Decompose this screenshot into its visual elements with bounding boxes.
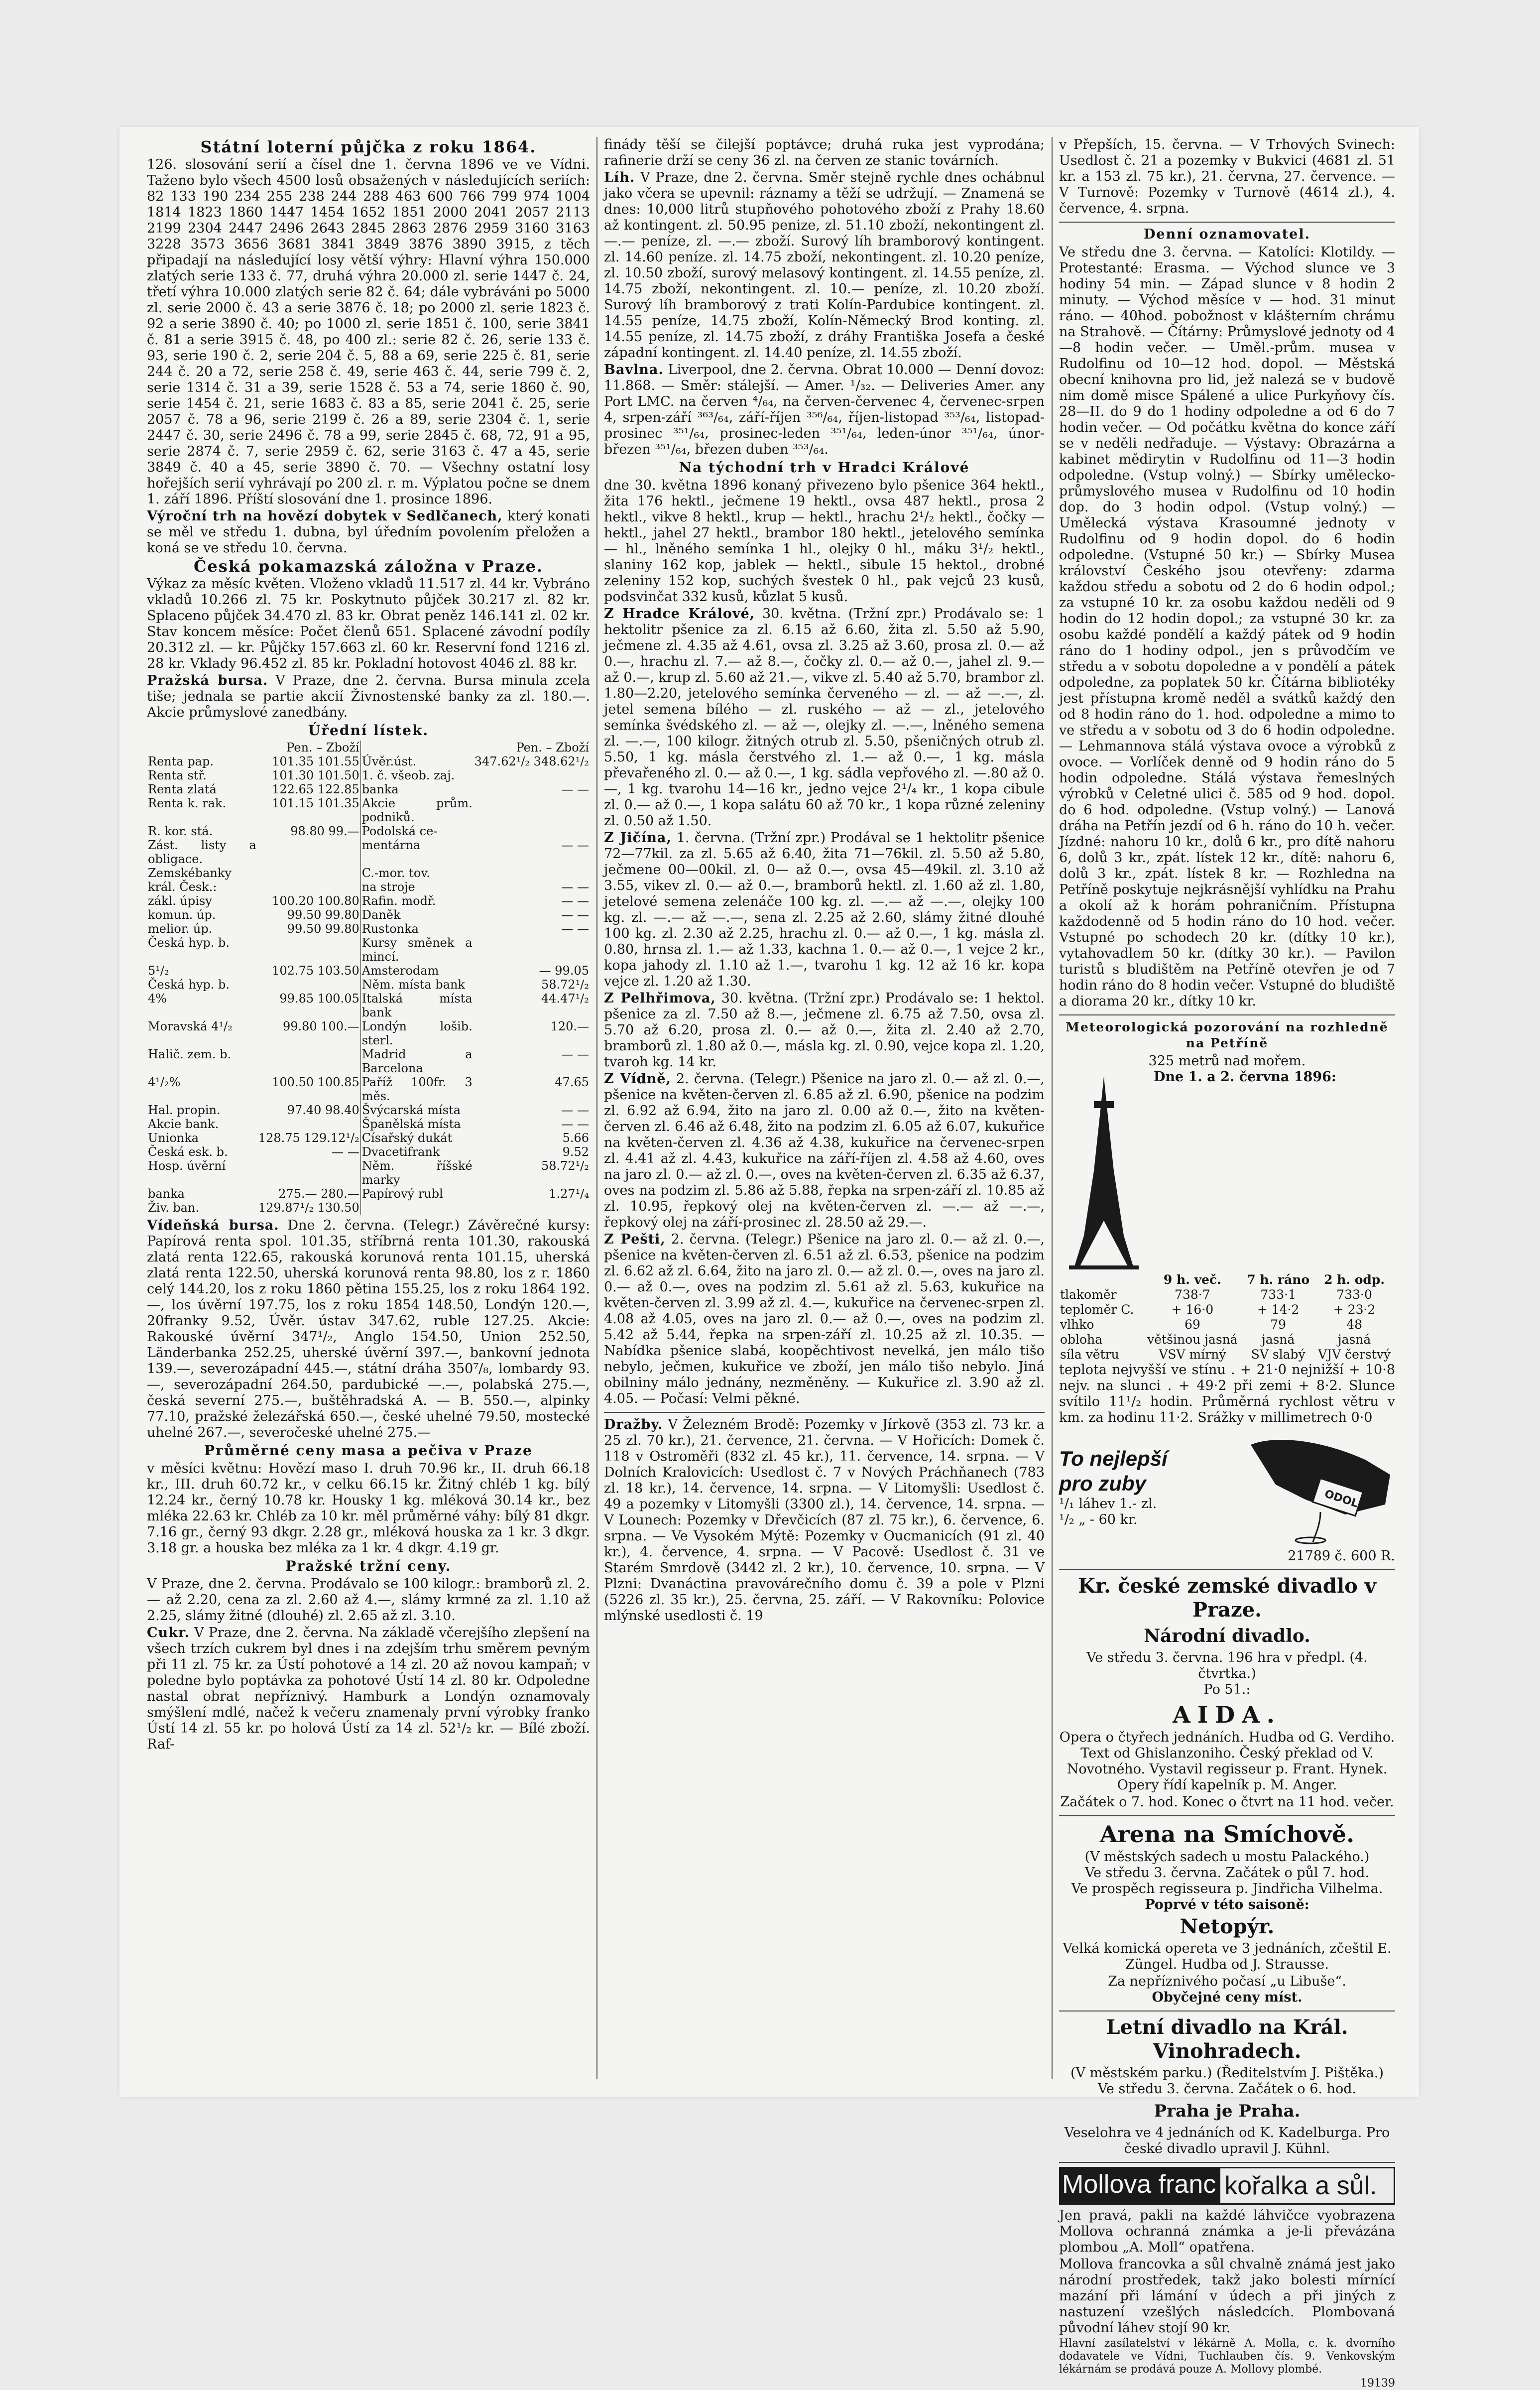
list-item-value	[257, 866, 360, 880]
mollova-footer: Hlavní zasílatelství v lékárně A. Molla, c. k. dvorního dodavatele ve Vídni, Tuchlauben čís. 9. Venkovským lékárnám se prodává pouze A. Mollovy plombé.	[1059, 2337, 1395, 2376]
list-item-name: 4¹/₂%	[148, 1075, 181, 1089]
official-list-heading: Úřední lístek.	[308, 722, 429, 739]
hradec-market-text: dne 30. května 1896 konaný přivezeno bylo pšenice 364 hektl., žita 176 hektl., ječmene 19 hektl., ovsa 487 hektl., prosa 2 hektl., vikve 8 hektl., krup — hektl., hrachu 2¹/₂ hektl., čočky — hektl., jahel 27 hektl., brambor 180 hektl., jetelového semínka — hl., lněného semínka 1 hl., olejky 0 hl., máku 3¹/₂ hektl., slaniny 162 kop, jablek — hektl., sibule 15 hektol., drobné zeleniny 152 kop, suchých švestek 0 hl., pak vejců 23 kusů, podsvinčat 332 kusů, kůzlat 5 kusů.	[604, 478, 1045, 605]
meteo-row-label: vlhko	[1060, 1317, 1094, 1332]
theatre-heading: Kr. české zemské divadlo v Praze.	[1078, 1574, 1376, 1622]
list-item-value	[257, 880, 360, 894]
list-item-value	[257, 1159, 360, 1187]
odol-advert	[1059, 1430, 1395, 1544]
list-item-value	[474, 936, 590, 964]
list-item-value: 1.27¹/₄	[549, 1187, 589, 1201]
list-item-value: 120.—	[550, 1019, 589, 1033]
divider	[1059, 2011, 1395, 2012]
divider	[1059, 1014, 1395, 1015]
list-item-name: Španělská místa	[360, 1117, 474, 1131]
lottery-heading: Státní loterní půjčka z roku 1864.	[200, 137, 537, 156]
list-item-name: Podolská ce-	[360, 824, 474, 838]
official-list-table	[147, 741, 590, 1215]
petrin-tower-illustration	[1059, 1071, 1149, 1270]
list-item-value: 99.50 99.80	[287, 922, 359, 936]
list-item-value: — —	[561, 1103, 589, 1117]
meteo-row-label: obloha	[1060, 1332, 1103, 1347]
meteo-date: Dne 1. a 2. června 1896:	[1154, 1069, 1336, 1085]
table-row	[147, 838, 590, 866]
vienna-exchange-text: Dne 2. června. (Telegr.) Závěrečné kursy: Papírová renta spol. 101.35, stříbrná renta 101.30, rakouská zlatá renta 122.65, rakouská korunová renta 101.15, uherská zlatá renta 122.50, uherská korunová renta 98.80, los z r. 1860 celý 144.20, los z roku 1860 pětina 155.25, los z roku 1864 192.—, los úvěrní 197.75, los z roku 1854 148.50, Londýn 120.—, 20franky 9.52, Úvěr. ústav 347.62, ruble 127.25. Akcie: Rakouské úvěrní 347¹/₂, Anglo 154.50, Union 252.50, Länderbanka 252.25, uherské úvěrní 397.—, bankovní jednota 139.—, severozápadní 445.—, státní dráha 350⁷/₈, lombardy 93.—, severozápadní 264.50, pardubické —.—, polabská 275.—, česká severní 275.—, buštěhradská A. — B. 550.—, alpinky 77.10, pražské železářská 650.—, české uhelné 79.50, mostecké uhelné 267.—, severočeské uhelné 275.—	[147, 1218, 590, 1440]
meteo-value: jasná	[1337, 1332, 1371, 1347]
vinohrady-show-title: Praha je Praha.	[1154, 2101, 1301, 2121]
divider	[604, 1412, 1045, 1413]
list-col-header: Pen. – Zboží	[286, 741, 359, 755]
list-item-name: Madrid a Barcelona	[360, 1047, 474, 1075]
meteo-row	[1059, 1287, 1395, 1302]
list-item-name: Daněk	[360, 908, 474, 922]
table-row	[147, 1019, 590, 1047]
meteo-value: 69	[1185, 1317, 1200, 1332]
meteo-value: VSV mírný	[1159, 1347, 1226, 1362]
meteo-row	[1059, 1317, 1395, 1332]
list-item-name: Halič. zem. b.	[148, 1047, 232, 1061]
vinohrady-heading: Letní divadlo na Král. Vinohradech.	[1106, 2015, 1348, 2063]
meteo-subheading: 325 metrů nad mořem.	[1148, 1053, 1306, 1069]
list-item-value: 47.65	[555, 1075, 589, 1089]
odol-code: 21789 č. 600 R.	[1288, 1548, 1395, 1564]
auctions-continued-text: v Přepších, 15. června. — V Trhových Svinech: Usedlost č. 21 a pozemky v Bukvici (4681 zl. 51 kr. a 153 zl. 75 kr.), 21. června, 27. července. — V Turnově: Pozemky v Turnově (4614 zl.), 4. července, 4. srpna.	[1059, 137, 1395, 216]
list-item-value: 44.47¹/₂	[541, 992, 589, 1006]
list-item-name: na stroje	[360, 880, 474, 894]
arena-weather-note: Za nepříznivého počasí „u Libuše“.	[1108, 1974, 1346, 1989]
meteo-value: 738·7	[1175, 1287, 1210, 1302]
list-item-value: 99.85 100.05	[279, 992, 359, 1006]
odol-price-2: ¹/₂ „ - 60 kr.	[1059, 1512, 1138, 1527]
meteo-table	[1059, 1272, 1395, 1362]
savings-heading: Česká pokamazská záložna v Praze.	[193, 557, 544, 576]
list-item-name: Něm. místa bank	[360, 978, 474, 992]
list-item-name: komun. úp.	[148, 908, 216, 922]
jicin-heading: Z Jičína,	[604, 830, 672, 846]
auctions-heading: Dražby.	[604, 1417, 663, 1432]
mollova-genuine-text: Jen pravá, pakli na každé láhvičce vyobrazena Mollova ochranná známka a je-li převázána plombou „A. Moll“ opatřena.	[1059, 2208, 1395, 2255]
list-item-value: 98.80 99.—	[290, 824, 359, 838]
hand-bottle-illustration	[1246, 1430, 1395, 1544]
list-item-value: — —	[561, 1117, 589, 1131]
table-row	[147, 1159, 590, 1187]
mollova-banner-right: kořalka a sůl.	[1219, 2167, 1395, 2205]
market-text: V Praze, dne 2. června. Prodávalo se 100 kilogr.: bramborů zl. 2.— až 2.20, cena za zl. 2.60 až 4.—, slámy krmné za zl. 1.10 až 2.25, slámy žitné (dlouhé) zl. 2.65 až zl. 3.10.	[147, 1576, 590, 1624]
meteo-value: + 23·2	[1333, 1302, 1376, 1317]
table-row	[147, 894, 590, 908]
list-item-value: 101.15 101.35	[272, 796, 359, 810]
list-item-name: Londýn lošib. sterl.	[360, 1019, 474, 1047]
list-item-name: melior. úp.	[148, 922, 213, 936]
table-row	[147, 755, 590, 768]
table-row	[147, 978, 590, 992]
official-list-header-row	[147, 741, 590, 755]
list-item-name: Úvěr.úst.	[360, 755, 474, 768]
list-item-value	[257, 936, 360, 964]
pelhrimov-text: 30. května. (Tržní zpr.) Prodávalo se: 1 hektol. pšenice za zl. 7.50 až 8.—, ječmene zl. 6.75 až 7.50, ovsa zl. 5.70 až 6.20, prosa zl. 0.— až 0.—, žita zl. 2.40 až 2.70, bramborů zl. 1.80 až 0.—, másla kg. zl. 0.90, vejce kopa zl. 1.20, tvaroh kg. 14 kr.	[604, 991, 1045, 1070]
vienna-text: 2. června. (Telegr.) Pšenice na jaro zl. 0.— až zl. 0.—, pšenice na květen-červen zl. 6.85 až zl. 6.90, pšenice na podzim zl. 6.92 až 6.94, žito na jaro zl. 0.00 až 0.—, žito na květen-červen zl. 6.46 až 6.48, žito na podzim zl. 6.05 až 6.07, kukuřice na květen-červen zl. 4.36 až 4.38, kukuřice na červenec-srpen zl. 4.41 až zl. 4.43, kukuřice na září-říjen zl. 4.58 až 4.60, oves na jaro zl. 0.— až zl. 0.—, oves na květen-červen zl. 6.35 až 6.37, oves na podzim zl. 5.86 až 5.88, řepka na srpen-září zl. 10.85 až zl. 10.95, řepkový olej na květen-červen zl. —.— až —.—, řepkový olej na září-prosinec zl. 28.50 až 29.—.	[604, 1071, 1045, 1230]
list-item-name: Amsterodam	[360, 964, 474, 978]
exchange-text: V Praze, dne 2. června. Bursa minula zcela tiše; jednala se partie akcií Živnostenské banky za zl. 180.—. Akcie průmyslové zanedbány.	[147, 673, 590, 720]
mollova-banner	[1059, 2167, 1395, 2205]
odol-bottle-label: ODOL	[1322, 1488, 1360, 1510]
list-item-name: Renta pap.	[148, 755, 214, 768]
pest-text: 2. června. (Telegr.) Pšenice na jaro zl. 0.— až zl. 0.—, pšenice na květen-červen zl. 6.51 až zl. 6.53, pšenice na podzim zl. 6.62 až zl. 6.64, žito na jaro zl. 0.— až zl. 0.—, oves na jaro zl. 0.— až 0.—, oves na podzim zl. 5.61 až zl. 5.63, kukuřice na květen-červen zl. 3.99 až zl. 4.—, kukuřice na červenec-srpen zl. 4.08 až 4.05, oves na jaro zl. 0.— až 0.—, oves na podzim zl. 5.42 až 5.44, řepka na srpen-září zl. 10.25 až zl. 10.35. — Nabídka pšenice slabá, koopěchtivost nevelká, jen málo tišo nebylo, ječmen, kukuřice ve zboží, jen málo tišo nebylo. Jiná obilniny málo jednány, nezměněny. — Kukuřice zl. 3.90 až zl. 4.05. — Počasí: Velmi pěkné.	[604, 1232, 1045, 1406]
list-item-value: — —	[561, 782, 589, 796]
list-item-value: 275.— 280.—	[278, 1187, 359, 1201]
list-item-value	[257, 838, 360, 866]
meteo-value: většinou jasná	[1147, 1332, 1238, 1347]
list-col-header: Pen. – Zboží	[516, 741, 589, 755]
table-row	[147, 1131, 590, 1145]
meteo-extra-text: teplota nejvyšší ve stínu . + 21·0 nejnižší + 10·8 nejv. na slunci . + 49·2 při zemi + 8·2. Slunce svítilo 11¹/₂ hodin. Průměrná rychlost větru v km. za hodinu 11·2. Srážky v millimetrech 0·0	[1059, 1362, 1395, 1425]
table-row	[147, 1145, 590, 1159]
theatre-description: Opera o čtyřech jednáních. Hudba od G. Verdiho. Text od Ghislanzoniho. Český překlad od V. Novotného. Vystavil regisseur p. Frant. Hynek. Opery řídí kapelník p. M. Anger.	[1059, 1730, 1395, 1793]
list-item-value: 100.50 100.85	[272, 1075, 359, 1089]
table-row	[147, 964, 590, 978]
list-item-value: 58.72¹/₂	[541, 978, 589, 992]
table-row	[147, 992, 590, 1019]
list-item-name: R. kor. stá.	[148, 824, 213, 838]
list-item-name: Zemskébanky	[148, 866, 232, 880]
list-item-value: 128.75 129.12¹/₂	[258, 1131, 359, 1145]
column-rule	[1052, 137, 1053, 2079]
list-item-value: — —	[561, 894, 589, 908]
list-item-name: Švýcarská místa	[360, 1103, 474, 1117]
vinohrady-description: Veselohra ve 4 jednáních od K. Kadelburga. Pro české divadlo upravil J. Kühnl.	[1064, 2125, 1390, 2156]
meteo-value: 733·1	[1260, 1287, 1296, 1302]
meteo-col-header: 7 h. ráno	[1247, 1272, 1310, 1287]
list-item-value: 97.40 98.40	[287, 1103, 359, 1117]
list-item-name: 4%	[148, 992, 167, 1006]
list-item-value: 122.65 122.85	[272, 782, 359, 796]
list-item-value: — —	[561, 1047, 589, 1061]
list-item-name: Dvacetifrank	[360, 1145, 474, 1159]
newspaper-page	[119, 127, 1419, 2390]
theatre-time: Začátek o 7. hod. Konec o čtvrt na 11 hod. večer.	[1060, 1794, 1394, 1810]
divider	[1059, 222, 1395, 223]
meteo-value: 733·0	[1336, 1287, 1372, 1302]
list-item-value: 9.52	[562, 1145, 589, 1159]
list-item-name: Hal. propin.	[148, 1103, 221, 1117]
divider	[1059, 1815, 1395, 1816]
list-item-name: Papírový rubl	[360, 1187, 474, 1201]
table-row	[147, 880, 590, 894]
pelhrimov-heading: Z Pelhřimova,	[604, 991, 716, 1006]
list-item-value: 58.72¹/₂	[541, 1159, 589, 1173]
list-item-value: — —	[561, 838, 589, 852]
meteo-block	[1059, 1069, 1395, 1426]
list-item-name: Hosp. úvěrní	[148, 1159, 226, 1173]
hk-heading: Z Hradce Králové,	[604, 606, 755, 622]
table-row	[147, 1187, 590, 1201]
meteo-value: + 16·0	[1171, 1302, 1214, 1317]
cotton-heading: Bavlna.	[604, 362, 664, 377]
list-item-name: Paříž 100fr. 3 měs.	[360, 1075, 474, 1103]
list-item-name: Rafin. modř.	[360, 894, 474, 908]
meteo-value: 79	[1270, 1317, 1287, 1332]
list-item-name: Unionka	[148, 1131, 199, 1145]
list-item-value: 102.75 103.50	[272, 964, 359, 978]
table-row	[147, 782, 590, 796]
list-item-value	[257, 1117, 360, 1131]
table-row	[147, 796, 590, 824]
list-item-value: 5.66	[562, 1131, 589, 1145]
arena-show-title: Netopýr.	[1180, 1915, 1275, 1938]
list-item-value: — 99.05	[539, 964, 589, 978]
list-item-name: mentárna	[360, 838, 474, 866]
list-item-name: Moravská 4¹/₂	[148, 1019, 233, 1033]
hradec-market-heading: Na týchodní trh v Hradci Králové	[679, 459, 970, 476]
spirit-heading: Líh.	[604, 170, 635, 185]
mollova-text: Mollova francovka a sůl chvalně známá jest jako národní prostředek, takž jako bolesti mírnící mazání při lámání v údech a při jiných z nastuzení vzešlých následcích. Plombovaná původní láhev stojí 90 kr.	[1059, 2257, 1395, 2336]
meteo-row-label: tlakoměr	[1060, 1287, 1117, 1302]
list-item-value	[474, 824, 590, 838]
list-item-value: 347.62¹/₂ 348.62¹/₂	[474, 755, 589, 768]
daily-text: Ve středu dne 3. června. — Katolíci: Klotildy. — Protestanté: Erasma. — Východ slunce ve 3 hodiny 54 min. — Západ slunce v 8 hodin 2 minuty. — Východ měsíce v — hod. 31 minut ráno. — 40hod. pobožnost v klášterním chrámu na Strahově. — Čítárny: Průmyslové jednoty od 4—8 hodin večer. — Uměl.-prům. musea v Rudolfinu od 10—12 hod. dopol. — Městská obecní knihovna pro lid, jež nalezá se v budově nim domě misce Spálené a ulice Purkyňovy čís. 28—II. do 9 do 1 hodiny odpoledne a od 6 do 7 hodin večer. — Od počátku května do konce září se v neděli nedřaduje. — Výstavy: Obrazárna a kabinet mědirytin v Rudolfinu od 11—3 hodin odpoledne. (Vstup volný.) — Sbírky umělecko-průmyslového musea v Rudolfinu od 10 hodin dop. do 3 hodin odpol. (Vstup volný.) — Umělecká výstava Krasoumné jednoty v Rudolfinu od 9 hodin dopol. do 6 hodin odpoledne. (Vstupné 50 kr.) — Sbírky Musea království Českého jsou otevřeny: zdarma každou středu a sobotu od 2 do 6 hodin odpol.; za vstupné 10 kr. za osobu každou neděli od 9 hodin do 12 hodin dopol.; za vstupné 30 kr. za osobu každé pondělí a každý pátek od 9 hodin ráno do 1 hodiny odpol., jen s průvodčím ve středu a v sobotu dopoledne a v pondělí a pátek odpoledne, za poplatek 50 kr. Čítárna bibliotéky jest přístupna kromě neděl a svátků každý den od 8 hodin ráno do 1. hod. odpoledne a mimo to ve středu a v sobotu od 3 do 6 hodin odpoledne. — Lehmannova stálá výstava ovoce a výrobků z ovoce. — Vorlíček denně od 9 hodin ráno do 5 hodin odpoledne. Stálá výstava řemeslných výrobků v Celetné ulici č. 585 od 9 hod. dopol. do 6 hod. odpoledne. (Vstup volný.) — Lanová dráha na Petřín jezdí od 6 h. ráno do 10 h. večer. Jízdné: nahoru 10 kr., dolů 6 kr., pro dítě nahoru 6, dolů 3 kr., zpát. lístek 12 kr., dítě: nahoru 6, dolů 3 kr., zpát. lístek 8 kr. — Rozhledna na Petříně poskytuje nejkrásnější vyhlídku na Prahu a okolí až k horám pohraničním. Přístupna každodenně od 5 hodin ráno do 10 hod. večer. Vstupné po schodech 20 kr. (dítky 10 kr.), vytahovadlem 50 kr. (dítky 30 kr.). — Pavilon turistů s bludištěm na Petříně otevřen je od 7 hodin ráno do 8 hodin večer. Vstupné do bludiště a diorama 20 kr., dítky 10 kr.	[1059, 245, 1395, 1009]
daily-heading: Denní oznamovatel.	[1143, 227, 1311, 242]
list-item-name: Rustonka	[360, 922, 474, 936]
list-item-name: Zást. listy a obligace.	[148, 838, 256, 866]
meteo-value: jasná	[1261, 1332, 1295, 1347]
list-item-name: zákl. úpisy	[148, 894, 212, 908]
list-item-value	[474, 1201, 590, 1215]
meteo-row	[1059, 1302, 1395, 1317]
list-item-value: 129.87¹/₂ 130.50	[258, 1201, 359, 1215]
arena-prices: Obyčejné ceny míst.	[1152, 1990, 1303, 2005]
list-item-name: Česká hyp. b.	[148, 978, 230, 992]
list-item-value: 100.20 100.80	[272, 894, 359, 908]
table-row	[147, 866, 590, 880]
table-row	[147, 1117, 590, 1131]
list-item-name: 5¹/₂	[148, 964, 169, 978]
column-2	[604, 137, 1045, 2079]
table-row	[147, 1075, 590, 1103]
list-item-name: Česká esk. b.	[148, 1145, 228, 1159]
table-row	[147, 1201, 590, 1215]
list-item-value	[474, 796, 590, 824]
mollova-banner-left: Mollova franc	[1059, 2167, 1219, 2205]
meteo-col-header: 2 h. odp.	[1324, 1272, 1385, 1287]
divider	[1059, 1569, 1395, 1570]
theatre-show-title: AIDA.	[1173, 1701, 1282, 1728]
list-item-value	[257, 1047, 360, 1075]
list-item-name: Něm. říšské marky	[360, 1159, 474, 1187]
list-item-name: král. Česk.:	[148, 880, 217, 894]
arena-description: Velká komická opereta ve 3 jednáních, zčeštil E. Züngel. Hudba od J. Strausse.	[1063, 1941, 1392, 1972]
vinohrady-date-line: Ve středu 3. června. Začátek o 6. hod.	[1097, 2081, 1357, 2097]
pest-heading: Z Pešti,	[604, 1232, 666, 1247]
fair-text: který konati se měl ve středu 1. dubna, byl úředním povolením přeložen a koná se ve středu 10. června.	[147, 508, 590, 556]
list-item-name: Živ. ban.	[148, 1201, 200, 1215]
savings-text: Výkaz za měsíc květen. Vloženo vkladů 11.517 zl. 44 kr. Vybráno vkladů 10.266 zl. 75 kr. Poskytnuto půjček 30.217 zl. 82 kr. Splaceno půjček 34.470 zl. 83 kr. Obrat peněz 146.141 zl. 02 kr. Stav koncem měsíce: Počet členů 651. Splacené závodní podíly 20.312 zl. — kr. Půjčky 157.663 zl. 60 kr. Reservní fond 1216 zl. 28 kr. Vklady 96.452 zl. 85 kr. Pokladní hotovost 4046 zl. 88 kr.	[147, 576, 590, 671]
exchange-heading: Pražská bursa.	[147, 673, 268, 688]
list-item-name: C.-mor. tov.	[360, 866, 474, 880]
meteo-value: 48	[1346, 1317, 1362, 1332]
meteo-header-row	[1059, 1272, 1395, 1287]
list-item-value	[257, 978, 360, 992]
hk-text: 30. května. (Tržní zpr.) Prodávalo se: 1 hektolitr pšenice za zl. 6.15 až 6.60, žita zl. 5.50 až 5.90, ječmene zl. 4.35 až 4.61, ovsa zl. 3.25 až 3.60, prosa zl. 0.— až 0.—, hrachu zl. 7.— až 8.—, čočky zl. 0.— až 0.—, jahel zl. 9.— až 0.—, krup zl. 5.60 až 21.—, vikve zl. 5.40 až 5.70, brambor zl. 1.80—2.20, jetelového semínka červeného — zl. — až —.—, zl. jetel semena bílého — zl. ruského — až — zl., jetelového semínka švédského zl. — až —, olejky zl. —.—, lněného semena zl. —.—, 100 kilogr. žitných otrub zl. 5.50, pšeničných otrub zl. 5.50, 1 kg. másla čerstvého zl. 1.— až 0.—, 1 kg. másla převařeného zl. 0.— až 0.—, 1 kg. sádla vepřového zl. —.80 až 0.—, 1 kg. tvarohu 14—16 kr., jedno vejce 2¹/₄ kr., 1 kopa cibule zl. 0.— až 0.—, 1 kopa salátu 60 až 70 kr., 1 kopa různé zeleniny zl. 0.50 až 1.50.	[604, 606, 1045, 829]
market-heading: Pražské tržní ceny.	[285, 1558, 452, 1574]
fair-heading: Výroční trh na hovězí dobytek v Sedlčanech,	[147, 508, 503, 524]
list-item-value: — —	[332, 1145, 359, 1159]
spirit-text: V Praze, dne 2. června. Směr stejně rychle dnes ochábnul jako včera se upevnil: ráznamy a těží se udržují. — Znamená se dnes: 10,000 litrů stupňového pohotového zboží z Prahy 18.60 až kontingent. zl. 50.95 penize, zl. 51.10 zboží, nekontingent zl. —.— peníze, zl. —.— zboží. Surový líh bramborový kontingent. zl. 14.60 peníze. zl. 14.75 zboží, nekontingent. zl. 10.20 peníze, zl. 10.50 zboží, surový melasový kontingent. zl. 14.55 peníze, zl. 14.75 zboží, nekontingent. zl. 10.— peníze, zl. 10.20 zboží. Surový líh bramborový z trati Kolín-Pardubice kontingent. zl. 14.55 peníze, 14.75 zboží, Kolín-Německý Brod konting. zl. 14.55 peníze, zl. 14.75 zboží, z dráhy Františka Josefa a české západní kontingent. zl. 14.40 peníze, zl. 14.55 zboží.	[604, 170, 1045, 361]
sugar-text: V Praze, dne 2. června. Na základě včerejšího zlepšení na všech trzích cukrem byl dnes i na zdejším trhu směrem pevným při 11 zl. 75 kr. za Ústí pohotové a 14 zl. 20 až novou kampaň; v poledne bylo poptávka za pohotové Ústí 14 zl. 80 kr. Odpoledne nastal obrat nepříznivý. Hamburk a Londýn oznamovaly smýšlení mdlé, načež k večeru znamenaly první výrobky franko Ústí 14 zl. 55 kr. po holová Ústí za 14 zl. 52¹/₂ kr. — Bílé zboží. Raf-	[147, 1625, 590, 1752]
table-row	[147, 824, 590, 838]
theatre-number: Po 51.:	[1203, 1682, 1251, 1697]
list-item-value	[474, 768, 590, 782]
theatre-subheading: Národní divadlo.	[1144, 1626, 1310, 1646]
list-item-value: 101.35 101.55	[272, 755, 359, 768]
lottery-text: 126. slosování serií a čísel dne 1. června 1896 ve ve Vídni. Taženo bylo všech 4500 losů obsažených v následujících seriích: 82 133 190 234 255 238 244 288 463 600 766 799 974 1004 1814 1823 1860 1447 1454 1652 1851 2000 2041 2057 2113 2199 2304 2447 2496 2643 2845 2863 2876 2959 3160 3163 3228 3573 3656 3681 3841 3849 3876 3890 3915, z těch připadají na následující losy větší výhry: Hlavní výhra 150.000 zlatých serie 133 č. 77, druhá výhra 20.000 zl. serie 1447 č. 24, třetí výhra 10.000 zlatých serie 82 č. 64; dále vybráváni po 5000 zl. serie 2000 č. 43 a serie 3876 č. 18; po 2000 zl. serie 1823 č. 92 a serie 3890 č. 40; po 1000 zl. serie 1851 č. 100, serie 3841 č. 81 a serie 3915 č. 48, po 400 zl.: serie 82 č. 26, serie 133 č. 93, serie 190 č. 2, serie 204 č. 5, 88 a 69, serie 225 č. 81, serie 244 č. 20 a 72, serie 258 č. 49, serie 463 č. 44, serie 799 č. 2, serie 1314 č. 31 a 39, serie 1528 č. 53 a 74, serie 1860 č. 90, serie 1454 č. 21, serie 1683 č. 83 a 85, serie 2041 č. 25, serie 2057 č. 78 a 96, serie 2199 č. 26 a 89, serie 2304 č. 1, serie 2447 č. 30, serie 2496 č. 78 a 99, serie 2845 č. 68, 72, 91 a 95, serie 2874 č. 7, serie 2959 č. 62, serie 3163 č. 47 a 45, serie 3849 č. 40 a 45, serie 3890 č. 70. — Všechny ostatní losy hořejších serií vyhrávají po 200 zl. r. m. Výplatou počne se dnem 1. září 1896. Příští slosování dne 1. prosince 1896.	[147, 157, 590, 507]
arena-location: (V městských sadech u mostu Palackého.)	[1084, 1849, 1370, 1865]
table-row	[147, 936, 590, 964]
list-item-name: Renta k. rak.	[148, 796, 227, 810]
arena-date-line: Ve středu 3. června. Začátek o půl 7. hod.	[1084, 1865, 1370, 1881]
list-item-name: Česká hyp. b.	[148, 936, 230, 950]
meteo-heading: Meteorologická pozorování na rozhledně na Petříně	[1066, 1020, 1389, 1050]
table-row	[147, 1047, 590, 1075]
vinohrady-subheading: (V městském parku.) (Ředitelstvím J. Pištěka.)	[1070, 2065, 1384, 2081]
table-row	[147, 908, 590, 922]
list-item-value: — —	[561, 880, 589, 894]
list-item-value: — —	[561, 908, 589, 922]
list-item-name: 1. č. všeob. zaj.	[360, 768, 474, 782]
list-item-name: Kursy směnek a mincí.	[360, 936, 474, 964]
sugar-continued-text: finády těší se čilejší poptávce; druhá ruka jest vyprodána; rafinerie drží se ceny 36 zl. na červen ze stanic továrních.	[604, 137, 1045, 168]
list-item-name: banka	[148, 1187, 185, 1201]
odol-slogan-line-2: pro zuby	[1059, 1472, 1146, 1495]
meteo-value: SV slabý	[1251, 1347, 1305, 1362]
vienna-heading: Z Vídně,	[604, 1071, 671, 1087]
arena-benefit: Ve prospěch regisseura p. Jindřicha Vilhelma.	[1071, 1881, 1383, 1896]
arena-heading: Arena na Smíchově.	[1099, 1821, 1355, 1848]
list-item-name: Italská místa bank	[360, 992, 474, 1019]
list-item-value: 101.30 101.50	[272, 768, 359, 782]
sugar-heading: Cukr.	[147, 1625, 190, 1640]
meteo-row	[1059, 1332, 1395, 1347]
mollova-code: 19139	[1360, 2377, 1395, 2390]
list-item-name	[360, 1201, 474, 1215]
column-3	[1059, 137, 1395, 2390]
column-rule	[596, 137, 597, 2079]
list-item-name: banka	[360, 782, 474, 796]
list-item-name: Akcie prům. podniků.	[360, 796, 474, 824]
table-row	[147, 922, 590, 936]
table-row	[147, 768, 590, 782]
meteo-value: + 14·2	[1257, 1302, 1300, 1317]
meteo-row	[1059, 1347, 1395, 1362]
list-item-value: 99.50 99.80	[287, 908, 359, 922]
table-row	[147, 1103, 590, 1117]
list-item-value	[474, 866, 590, 880]
theatre-date-line: Ve středu 3. června. 196 hra v předpl. (4. čtvrtka.)	[1086, 1650, 1368, 1681]
odol-price-1: ¹/₁ láhev 1.- zl.	[1059, 1496, 1157, 1511]
list-item-name: Akcie bank.	[148, 1117, 219, 1131]
jicin-text: 1. června. (Tržní zpr.) Prodával se 1 hektolitr pšenice 72—77kil. za zl. 5.65 až 6.40, žita 71—76kil. zl. 5.50 až 5.80, ječmene 00—00kil. zl. 0— až 0.—, ovsa 45—49kil. zl. 3.10 až 3.55, vikev zl. 0.— až 0.—, bramborů hektl. zl. 1.60 až zl. 1.80, jetelové semena zelenáče 100 kg. zl. —.— až —.—, olejky 100 kg. zl. —.— až —.—, sena zl. 2.25 až 2.60, slámy žitné dlouhé 100 kg. zl. 2.30 až 2.25, hrachu zl. 0.— až 0.—, 1 kg. másla zl. 0.80, hrnsa zl. 1.— až 1.33, kachna 1. 0.— až 0.—, 1 vejce 2 kr., kopa jahody zl. 1.10 až 1.—, tvarohu 1 kg. 12 až 16 kr. kopa vejce zl. 1.20 až 1.30.	[604, 830, 1045, 989]
meteo-col-header: 9 h. več.	[1163, 1272, 1221, 1287]
vienna-exchange-heading: Vídeňská bursa.	[147, 1218, 279, 1233]
odol-slogan-line-1: To nejlepší	[1059, 1447, 1168, 1470]
auctions-text: V Železném Brodě: Pozemky v Jírkově (353 zl. 73 kr. a 25 zl. 70 kr.), 21. července, 21. června. — V Hořicích: Domek č. 118 v Ostroměři (832 zl. 45 kr.), 11. července, 14. srpna. — V Dolních Kralovicích: Usedlost č. 7 v Nových Práchňanech (783 zl. 18 kr.), 14. července, 14. srpna. — V Litomyšli: Usedlost č. 49 a pozemky v Litomyšli (3300 zl.), 14. července, 14. srpna. — V Lounech: Pozemky v Dřevčicích (87 zl. 75 kr.), 6. července, 6. srpna. — Ve Vysokém Mýtě: Pozemky v Oucmanicích (91 zl. 40 kr.), 4. července, 4. srpna. — V Pacově: Usedlost č. 31 ve Starém Smrdově (3442 zl. 2 kr.), 10. července, 10. srpna. — V Plzni: Dvanáctina pravovárečního domu č. 39 a pole v Plzni (5226 zl. 35 kr.), 25. června, 25. září. — V Rakovníku: Polovice mlýnské usedlosti č. 19	[604, 1417, 1045, 1624]
meteo-value: VJV čerstvý	[1318, 1347, 1391, 1362]
list-item-value: 99.80 100.—	[282, 1019, 359, 1033]
list-item-value: — —	[561, 922, 589, 936]
cotton-text: Liverpool, dne 2. června. Obrat 10.000 — Denní dovoz: 11.868. — Směr: stálejší. — Amer. ¹/₃₂. — Deliveries Amer. any Port LMC. na červen ⁴/₆₄, na červen-červenec 4, červenec-srpen 4, srpen-září ³⁶³/₆₄, září-říjen ³⁵⁶/₆₄, říjen-listopad ³⁵³/₆₄, listopad-prosinec ³⁵¹/₆₄, prosinec-leden ³⁵¹/₆₄, leden-únor ³⁵¹/₆₄, únor-březen ³⁵¹/₆₄, březen duben ³⁵³/₆₄.	[604, 362, 1045, 457]
list-item-name: Renta zlatá	[148, 782, 217, 796]
arena-first-time: Poprvé v této saisoně:	[1145, 1897, 1309, 1912]
list-item-name: Císařský dukát	[360, 1131, 474, 1145]
prices-heading: Průměrné ceny masa a pečiva v Praze	[204, 1442, 533, 1459]
list-item-name: Renta stř.	[148, 768, 207, 782]
prices-text: v měsíci květnu: Hovězí maso I. druh 70.96 kr., II. druh 66.18 kr., III. druh 60.72 kr., v celku 66.15 kr. Žitný chléb 1 kg. bílý 12.24 kr., černý 10.78 kr. Housky 1 kg. mléková 30.14 kr., bez mléka 22.63 kr. Chléb za 10 kr. měl průměrné váhy: bílý 81 dkgr. 7.16 gr., černý 93 dkgr. 2.28 gr., mléková houska za 1 kr. 3 dkgr. 3.18 gr. a houska bez mléka za 1 kr. 4 dkgr. 4.19 gr.	[147, 1461, 590, 1556]
divider	[1059, 2162, 1395, 2163]
column-1	[147, 137, 590, 2079]
meteo-row-label: teploměr C.	[1060, 1302, 1134, 1317]
meteo-row-label: síla větru	[1060, 1347, 1119, 1362]
